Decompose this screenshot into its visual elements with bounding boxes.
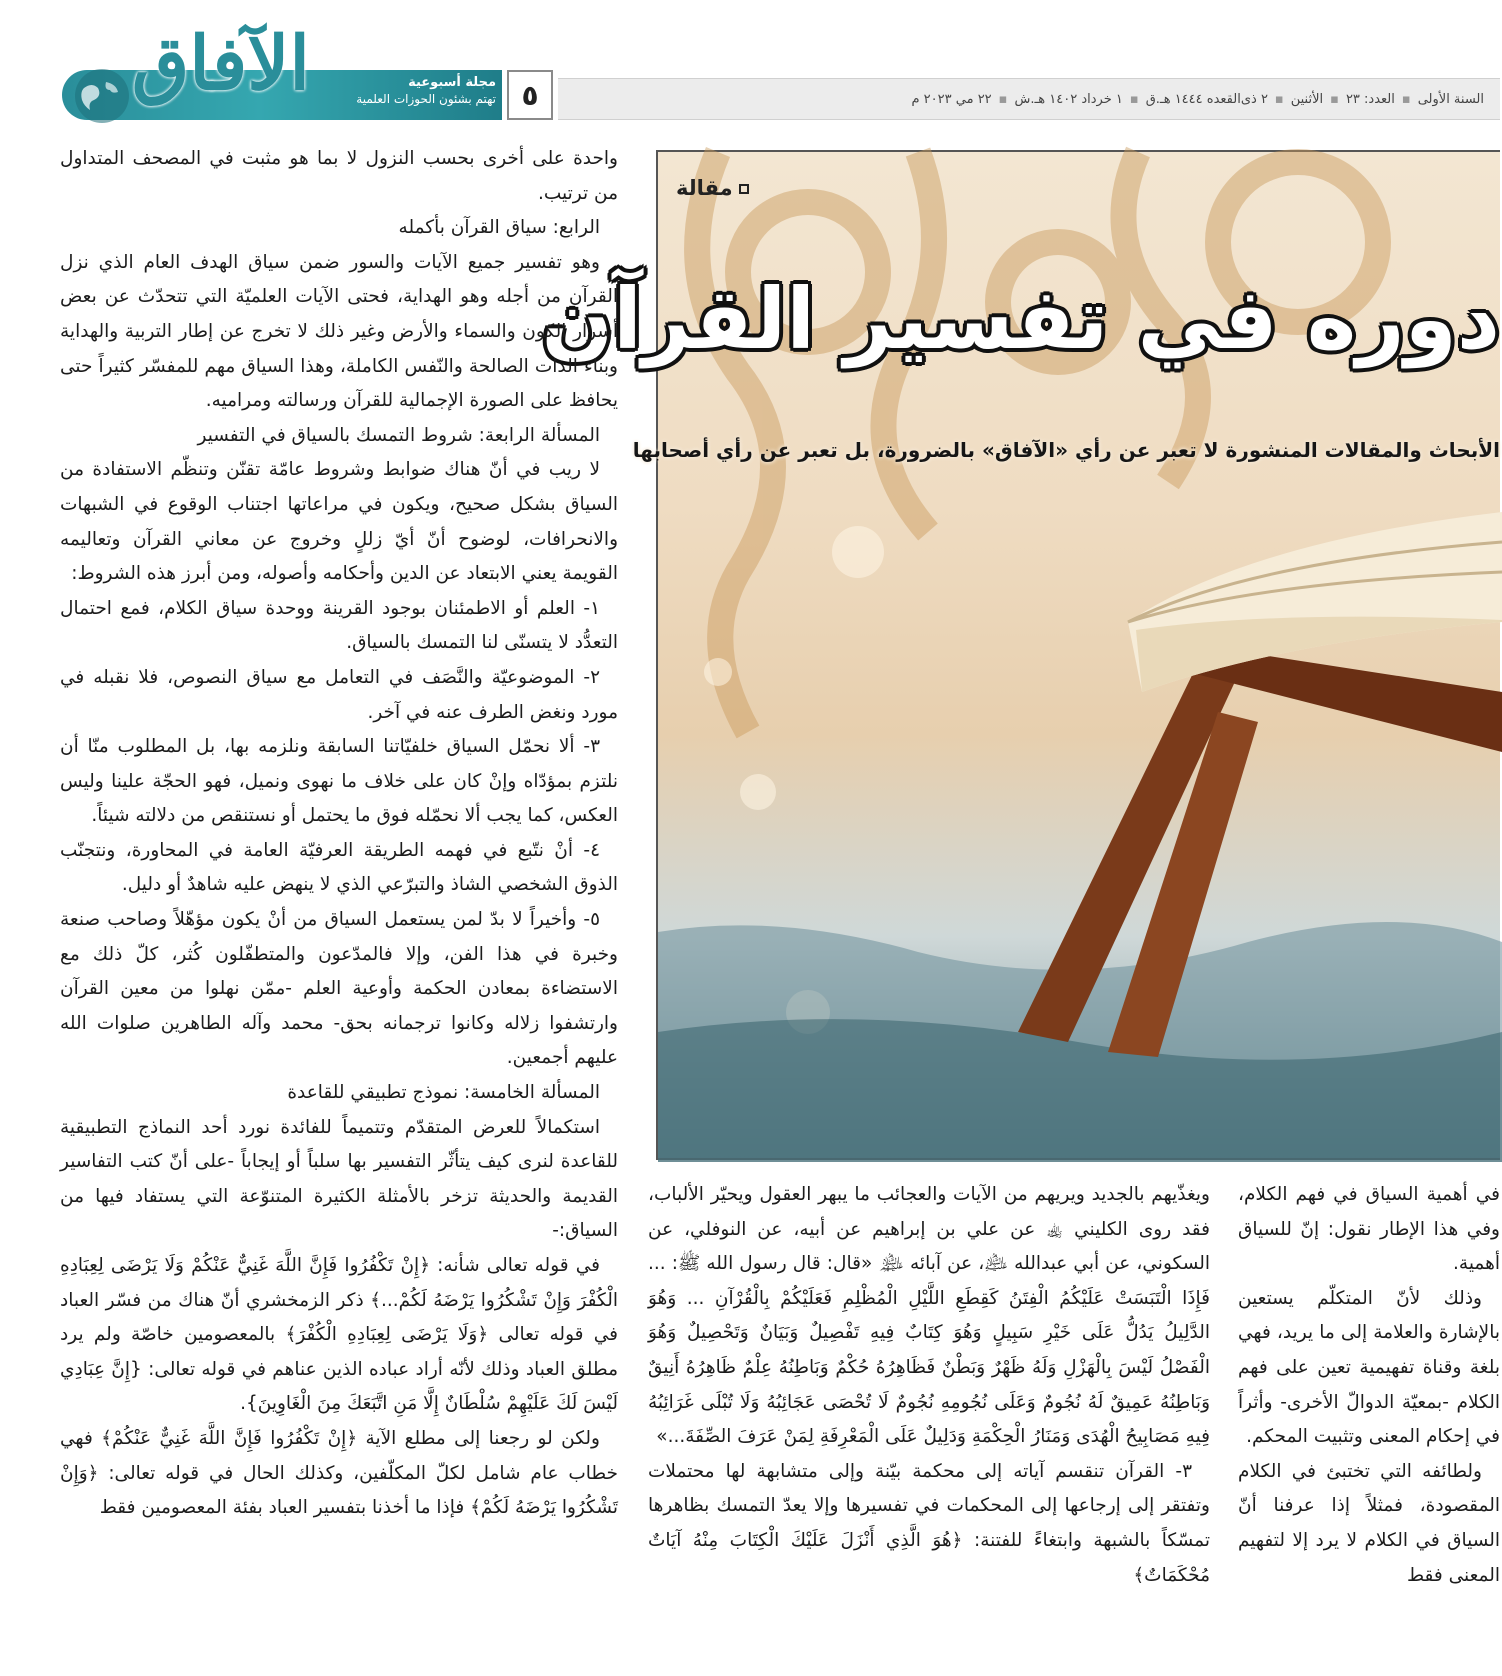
section-tag-label: مقالة [676,176,733,200]
section-tag [676,176,749,200]
issue-meta-bar: السنة الأولى ▪ العدد: ٢٣ ▪ الأثنين ▪ ٢ ذی‌القعده ١٤٤٤ هـ.ق ▪ ١ خرداد ١٤٠٢ هـ.ش ▪ ٢٢ مي ٢٠٢٣ م [558,78,1500,120]
article-paragraph: ويغذّيهم بالجديد ويريهم من الآيات والعجائب ما يبهر العقول ويحيّر الألباب، فقد روى الكليني ﵀ عن علي بن إبراهيم عن أبيه، عن النوفلي، عن السكوني، عن أبي عبدالله ﵇، عن آبائه ﵈ «قال: قال رسول الله ﷺ: ... فَإِذَا الْتَبَسَتْ عَلَيْكُمُ الْفِتَنُ كَقِطَعِ اللَّيْلِ الْمُظْلِمِ فَعَلَيْكُمْ بِالْقُرْآنِ ... وَهُوَ الدَّلِيلُ يَدُلُّ عَلَى خَيْرِ سَبِيلٍ وَهُوَ كِتَابٌ فِيهِ تَفْصِيلٌ وَبَيَانٌ وَتَحْصِيلٌ وَهُوَ الْفَصْلُ لَيْسَ بِالْهَزْلِ وَلَهُ ظَهْرٌ وَبَطْنٌ فَظَاهِرُهُ حُكْمٌ وَبَاطِنُهُ عِلْمٌ ظَاهِرُهُ أَنِيقٌ وَبَاطِنُهُ عَمِيقٌ لَهُ نُجُومٌ وَعَلَى نُجُومِهِ نُجُومٌ لَا تُحْصَى عَجَائِبُهُ وَلَا تُبْلَى غَرَائِبُهُ فِيهِ مَصَابِيحُ الْهُدَى وَمَنَارُ الْحِكْمَةِ وَدَلِيلٌ عَلَى الْمَعْرِفَةِ لِمَنْ عَرَفَ الصِّفَةَ...» [648,1184,1210,1448]
article-paragraph: ٣- ألا نحمّل السياق خلفيّاتنا السابقة ونلزمه بها، بل المطلوب منّا أن نلتزم بمؤدّاه وإنْ كان على خلاف ما نهوى ونميل، فهو الحجّة علينا وليس العكس، كما يجب ألا نحمّله فوق ما يحتمل أو نستنقص من دلالته شيئاً. [60,736,618,827]
issue-number: العدد: ٢٣ [1345,91,1395,107]
tagline-subtitle: تهتم بشئون الحوزات العلمية [356,92,496,106]
page-number-badge [507,70,553,120]
article-paragraph: في أهمية السياق في فهم الكلام، وفي هذا الإطار نقول: إنّ للسياق أهمية. [1238,1184,1500,1275]
article-paragraph: ٣- القرآن تنقسم آياته إلى محكمة بيّنة وإلى متشابهة لها محتملات وتفتقر إلى إرجاعها إلى المحكمات في تفسيرها وإلا يعدّ التمسك بظاهرها تمسّكاً بالشبهة وابتغاءً للفتنة: ﴿هُوَ الَّذِي أَنْزَلَ عَلَيْكَ الْكِتَابَ مِنْهُ آيَاتٌ مُحْكَمَاتٌ﴾ [648,1460,1210,1586]
article-middle-column [648,1178,1210,1676]
article-paragraph: في قوله تعالى شأنه: ﴿إِنْ تَكْفُرُوا فَإِنَّ اللَّهَ غَنِيٌّ عَنْكُمْ وَلَا يَرْضَى لِعِبَادِهِ الْكُفْرَ وَإِنْ تَشْكُرُوا يَرْضَهُ لَكُمْ...﴾ ذكر الزمخشري أنّ هناك من فسّر العباد في قوله تعالى ﴿وَلَا يَرْضَى لِعِبَادِهِ الْكُفْرَ﴾ بالمعصومين خاصّة ولم يرد مطلق العباد وذلك لأنّه أراد عباده الذين عناهم في قوله تعالى: {إِنَّ عِبَادِي لَيْسَ لَكَ عَلَيْهِمْ سُلْطَانٌ إِلَّا مَنِ اتَّبَعَكَ مِنَ الْغَاوِينَ}. [60,1255,618,1415]
article-paragraph: ولكن لو رجعنا إلى مطلع الآية ﴿إِنْ تَكْفُرُوا فَإِنَّ اللَّهَ غَنِيٌّ عَنْكُمْ﴾ فهي خطاب عام شامل لكلّ المكلّفين، وكذلك الحال في قوله تعالى: ﴿وَإِنْ تَشْكُرُوا يَرْضَهُ لَكُمْ﴾ فإذا ما أخذنا بتفسير العباد بفئة المعصومين فقط [60,1427,618,1519]
article-paragraph: وهو تفسير جميع الآيات والسور ضمن سياق الهدف العام الذي نزل القرآن من أجله وهو الهداية، فحتى الآيات العلميّة التي تتحدّث عن بعض أسرار الكون والسماء والأرض وغير ذلك لا تخرج عن إطار التربية والهداية وبناء الذات الصالحة والنّفس الكاملة، وهذا السياق مهم للمفسّر كثيراً حتى يحافظ على الصورة الإجمالية للقرآن ورسالته ومراميه. [60,251,618,412]
article-paragraph: ولطائفه التي تختبئ في الكلام المقصودة، فمثلاً إذا عرفنا أنّ السياق في الكلام لا يرد إلا لتفهيم المعنى فقط [1238,1460,1500,1586]
article-paragraph: استكمالاً للعرض المتقدّم وتتميماً للفائدة نورد أحد النماذج التطبيقية للقاعدة لنرى كيف يتأثّر التفسير بها سلباً أو إيجاباً -على أنّ كتب التفاسير القديمة والحديثة تزخر بالأمثلة الكثيرة المتنوّعة التي يستفاد فيها من السياق:- [60,1116,618,1242]
issue-hijri-date: ٢ ذی‌القعده ١٤٤٤ هـ.ق [1145,91,1268,107]
article-right-column [1238,1178,1500,1676]
article-paragraph: المسألة الرابعة: شروط التمسك بالسياق في التفسير [197,424,600,446]
issue-year: السنة الأولى [1417,91,1484,107]
issue-solar-date: ١ خرداد ١٤٠٢ هـ.ش [1014,91,1123,107]
magazine-logo: الآفاق [131,21,310,107]
article-paragraph: لا ريب في أنّ هناك ضوابط وشروط عامّة تقنّن وتنظّم الاستفادة من السياق بشكل صحيح، ويكون في مراعاتها اجتناب الوقوع في الشبهات والانحرافات، لوضوح أنّ أيّ زللٍ وخروج عن معاني القرآن وتعاليمه القويمة يعني الابتعاد عن الدين وأحكامه وأصوله، ومن أبرز هذه الشروط: [60,459,618,585]
article-paragraph: وذلك لأنّ المتكلّم يستعين بالإشارة والعلامة إلى ما يريد، فهي بلغة وقناة تفهيمية تعين على فهم الكلام -بمعيّة الدوالّ الأخرى- وأثراً في إحكام المعنى وتثبيت المحكم. [1238,1287,1500,1448]
article-main-column [60,142,618,1676]
article-paragraph: ٢- الموضوعيّة والنَّصَف في التعامل مع سياق النصوص، فلا نقبله في مورد ونغض الطرف عنه في آخر. [60,666,618,723]
issue-weekday: الأثنين [1290,91,1324,107]
page-number: ٥ [521,78,539,112]
issue-gregorian-date: ٢٢ مي ٢٠٢٣ م [911,91,992,107]
article-paragraph: ٤- أنْ نتّبع في فهمه الطريقة العرفيّة العامة في المحاورة، ونتجنّب الذوق الشخصي الشاذ والتبرّعي الذي لا ينهض عليه شاهدٌ أو دليل. [60,839,618,896]
article-paragraph: ١- العلم أو الاطمئنان بوجود القرينة ووحدة سياق الكلام، فمع احتمال التعدُّد لا يتسنّى لنا التمسك بالسياق. [60,597,618,654]
tagline-weekly: مجلة أسبوعية [408,75,496,90]
masthead-tagline [300,74,496,108]
article-paragraph: ٥- وأخيراً لا بدّ لمن يستعمل السياق من أنْ يكون مؤهّلاً وصاحب صنعة وخبرة في هذا الفن، وإلا فالمدّعون والمتطفّلون كُثر، كلّ ذلك مع الاستضاءة بمعادن الحكمة وأوعية العلم -ممّن نهلوا من معين القرآن وارتشفوا زلاله وكانوا ترجمانه بحق- محمد وآله الطاهرين صلوات الله عليهم أجمعين. [60,909,618,1069]
article-paragraph: واحدة على أخرى بحسب النزول لا بما هو مثبت في المصحف المتداول من ترتيب. [60,148,618,204]
article-paragraph: الرابع: سياق القرآن بأكمله [398,217,600,239]
editorial-disclaimer: الأبحاث والمقالات المنشورة لا تعبر عن رأي «الآفاق» بالضرورة، بل تعبر عن رأي أصحابها [632,438,1500,462]
article-paragraph: المسألة الخامسة: نموذج تطبيقي للقاعدة [287,1082,600,1104]
article-headline: دوره في تفسير القرآن [541,270,1500,368]
square-bullet-icon [739,184,749,194]
